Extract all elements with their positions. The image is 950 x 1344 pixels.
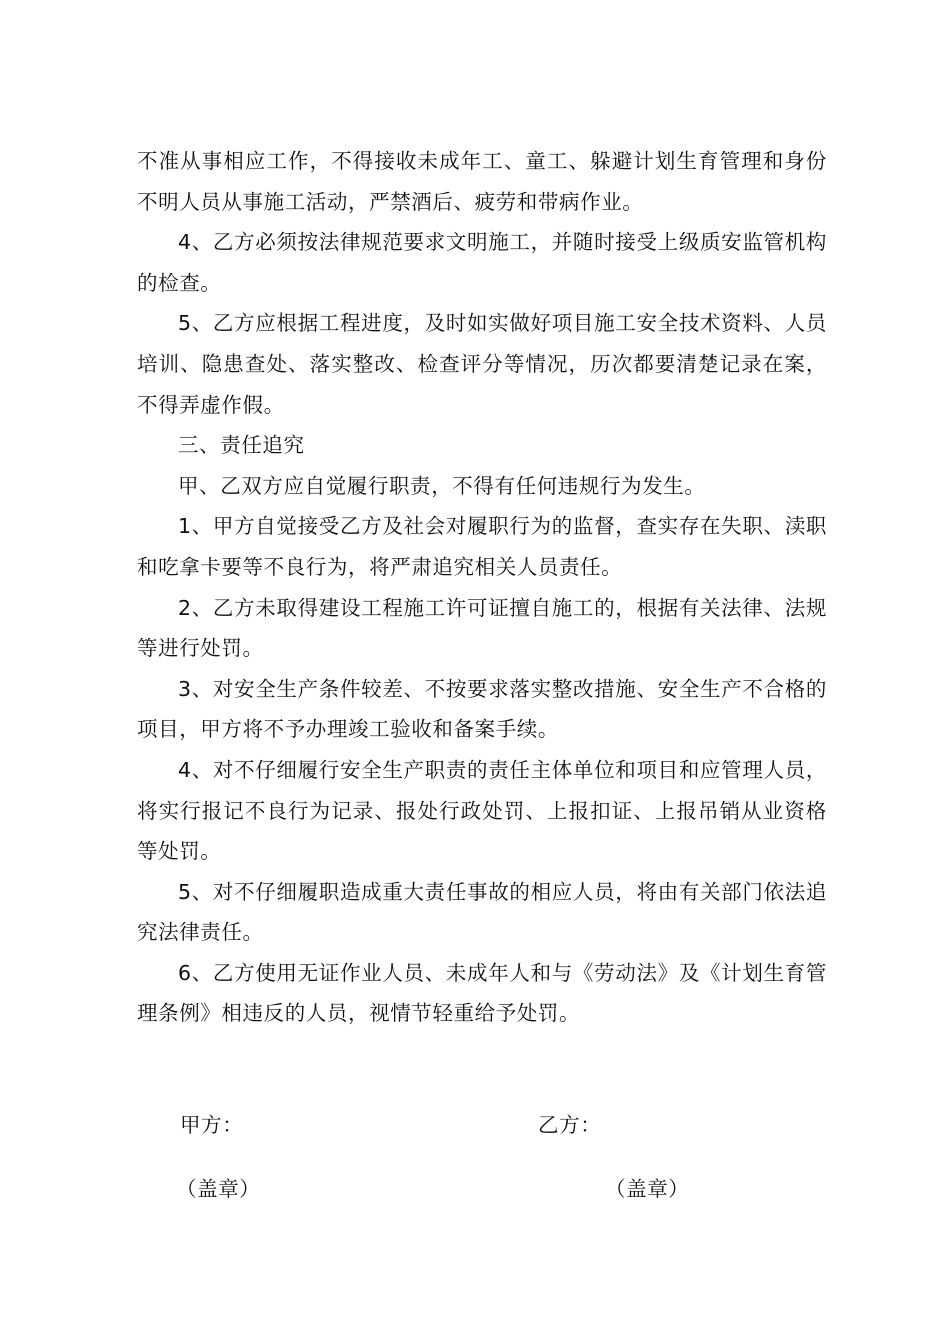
party-b-label: 乙方： [538, 1113, 602, 1137]
paragraph-accountability-5: 5、对不仔细履职造成重大责任事故的相应人员，将由有关部门依法追究法律责任。 [137, 879, 827, 945]
paragraph-accountability-6: 6、乙方使用无证作业人员、未成年人和与《劳动法》及《计划生育管理条例》相违反的人员，视情节轻重给予处罚。 [137, 960, 827, 1026]
paragraph-accountability-4: 4、对不仔细履行安全生产职责的责任主体单位和项目和应管理人员，将实行报记不良行为记录、报处行政处罚、上报扣证、上报吊销从业资格等处罚。 [137, 757, 827, 864]
paragraph-accountability-1: 1、甲方自觉接受乙方及社会对履职行为的监督，查实存在失职、渎职和吃拿卡要等不良行为，将严肃追究相关人员责任。 [137, 514, 827, 579]
party-b-seal: （盖章） [605, 1177, 690, 1201]
party-a-seal: （盖章） [176, 1177, 261, 1201]
paragraph-item-4-civilized-construction: 4、乙方必须按法律规范要求文明施工，并随时接受上级质安监管机构的检查。 [137, 230, 827, 295]
paragraph-accountability-3: 3、对安全生产条件较差、不按要求落实整改措施、安全生产不合格的项目，甲方将不予办理竣工验收和备案手续。 [137, 676, 827, 742]
document-body [137, 141, 827, 1034]
paragraph-continuation: 不准从事相应工作，不得接收未成年工、童工、躲避计划生育管理和身份不明人员从事施工活动，严禁酒后、疲劳和带病作业。 [137, 149, 827, 214]
paragraph-accountability-intro: 甲、乙双方应自觉履行职责，不得有任何违规行为发生。 [178, 473, 706, 498]
paragraph-item-5-safety-records: 5、乙方应根据工程进度，及时如实做好项目施工安全技术资料、人员培训、隐患查处、落实整改、检查评分等情况，历次都要清楚记录在案，不得弄虚作假。 [137, 311, 827, 417]
party-a-label: 甲方： [180, 1113, 244, 1137]
section-heading-accountability: 三、责任追究 [178, 433, 305, 458]
paragraph-accountability-2: 2、乙方未取得建设工程施工许可证擅自施工的，根据有关法律、法规等进行处罚。 [137, 595, 827, 661]
